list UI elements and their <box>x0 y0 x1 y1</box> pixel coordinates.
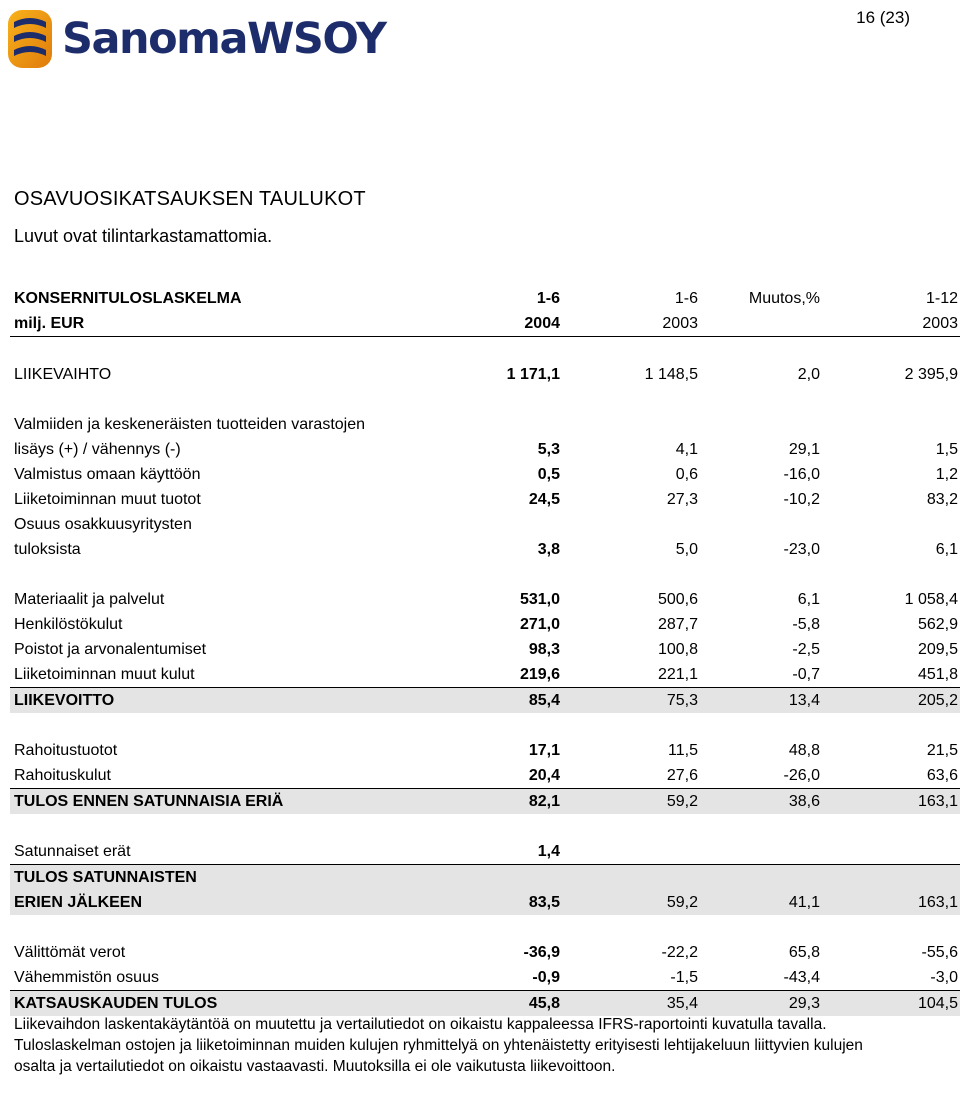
cell-value: 65,8 <box>788 944 820 961</box>
row-label: Rahoituskulut <box>14 767 111 784</box>
table-row <box>10 412 960 437</box>
cell-value: 85,4 <box>356 688 562 714</box>
cell-value: 219,6 <box>519 666 560 683</box>
col-period: 1-6 <box>536 290 560 307</box>
cell-value: 5,0 <box>675 541 698 558</box>
cell-value: 4,1 <box>675 441 698 458</box>
table-row-total <box>10 789 960 815</box>
income-statement-table <box>10 286 960 1016</box>
cell-value: -23,0 <box>783 541 820 558</box>
cell-value: -36,9 <box>523 944 560 961</box>
page-number: 16 (23) <box>856 8 910 27</box>
table-row <box>10 940 960 965</box>
cell-value: 27,6 <box>666 767 698 784</box>
cell-value: -5,8 <box>792 616 820 633</box>
row-label: Valmistus omaan käyttöön <box>14 466 201 483</box>
cell-value: -0,7 <box>792 666 820 683</box>
row-label: Välittömät verot <box>14 944 126 961</box>
cell-value: 6,1 <box>935 541 958 558</box>
cell-value: -10,2 <box>783 491 820 508</box>
cell-value: 35,4 <box>562 991 700 1017</box>
cell-value: 38,6 <box>700 789 822 815</box>
table-header-row <box>10 311 960 337</box>
cell-value: 11,5 <box>668 742 698 759</box>
cell-value: 2,0 <box>797 366 820 383</box>
cell-value: 1,4 <box>537 843 560 860</box>
row-label: Satunnaiset erät <box>14 843 131 860</box>
cell-value: 451,8 <box>917 666 958 683</box>
cell-value: 163,1 <box>822 789 960 815</box>
row-label: TULOS SATUNNAISTEN <box>10 865 960 891</box>
cell-value: -55,6 <box>921 944 958 961</box>
cell-value <box>562 839 700 865</box>
row-label: Liiketoiminnan muut kulut <box>14 666 195 683</box>
table-row <box>10 462 960 487</box>
table-row <box>10 587 960 612</box>
cell-value: -2,5 <box>792 641 820 658</box>
logo-wordmark: SanomaWSOY <box>62 13 386 64</box>
cell-value: -26,0 <box>783 767 820 784</box>
cell-value: 0,5 <box>537 466 560 483</box>
cell-value: 287,7 <box>657 616 698 633</box>
cell-value: 531,0 <box>519 591 560 608</box>
cell-value: 24,5 <box>528 491 560 508</box>
row-label: Vähemmistön osuus <box>14 969 159 986</box>
cell-value: 6,1 <box>797 591 820 608</box>
cell-value: 82,1 <box>356 789 562 815</box>
cell-value: -0,9 <box>532 969 560 986</box>
company-logo <box>6 6 386 72</box>
cell-value: 271,0 <box>519 616 560 633</box>
footnotes <box>14 1014 874 1077</box>
cell-value: 29,3 <box>700 991 822 1017</box>
cell-value: 1,2 <box>935 466 958 483</box>
table-row <box>10 437 960 462</box>
col-period: 1-6 <box>674 290 698 307</box>
table-row <box>10 839 960 865</box>
cell-value: 209,5 <box>917 641 958 658</box>
cell-value: 75,3 <box>562 688 700 714</box>
cell-value: 41,1 <box>700 890 822 915</box>
cell-value: -43,4 <box>783 969 820 986</box>
row-label: Rahoitustuotot <box>14 742 118 759</box>
cell-value: 500,6 <box>657 591 698 608</box>
cell-value <box>822 839 960 865</box>
table-row <box>10 537 960 562</box>
row-label: KATSAUSKAUDEN TULOS <box>10 991 356 1017</box>
cell-value: 59,2 <box>562 789 700 815</box>
logo-emblem-icon <box>6 8 54 70</box>
cell-value: 1,5 <box>935 441 958 458</box>
row-label: Henkilöstökulut <box>14 616 123 633</box>
cell-value: 21,5 <box>926 742 958 759</box>
col-year: 2003 <box>562 311 700 337</box>
col-period: Muutos,% <box>748 290 820 307</box>
row-label: tuloksista <box>14 541 81 558</box>
row-label: Liiketoiminnan muut tuotot <box>14 491 201 508</box>
row-label: Osuus osakkuusyritysten <box>14 516 192 533</box>
row-label: ERIEN JÄLKEEN <box>10 890 356 915</box>
row-label: TULOS ENNEN SATUNNAISIA ERIÄ <box>10 789 356 815</box>
table-row <box>10 612 960 637</box>
row-label: lisäys (+) / vähennys (-) <box>14 441 181 458</box>
cell-value: 100,8 <box>657 641 698 658</box>
cell-value: 562,9 <box>917 616 958 633</box>
cell-value: 163,1 <box>822 890 960 915</box>
table-row <box>10 965 960 991</box>
table-row <box>10 362 960 387</box>
table-row <box>10 512 960 537</box>
cell-value: 17,1 <box>528 742 560 759</box>
cell-value: 83,2 <box>926 491 958 508</box>
row-label: Valmiiden ja keskeneräisten tuotteiden varastojen <box>14 416 366 433</box>
footnote: Liikevaihdon laskentakäytäntöä on muutettu ja vertailutiedot on oikaistu kappaleessa IFRS-raportointi kuvatulla tavalla. <box>14 1016 827 1033</box>
col-year: 2003 <box>822 311 960 337</box>
cell-value: 1 148,5 <box>644 366 698 383</box>
footnote: Tuloslaskelman ostojen ja liiketoiminnan muiden kulujen ryhmittelyä on yhtenäistetty erityisesti lehtijakeluun liittyvien kulujen osalta ja vertailutiedot on oikaistu vastaavasti. Muutoksilla ei ole vaikutusta liikevoittoon. <box>14 1037 863 1075</box>
cell-value <box>700 839 822 865</box>
page-subtitle: Luvut ovat tilintarkastamattomia. <box>14 226 273 246</box>
col-year <box>700 311 822 337</box>
table-row-total <box>10 890 960 915</box>
cell-value: 83,5 <box>356 890 562 915</box>
table-heading: KONSERNITULOSLASKELMA <box>14 290 242 307</box>
table-row <box>10 487 960 512</box>
table-row-total <box>10 688 960 714</box>
cell-value: 27,3 <box>666 491 698 508</box>
row-label: Poistot ja arvonalentumiset <box>14 641 207 658</box>
cell-value: 63,6 <box>926 767 958 784</box>
cell-value: 5,3 <box>537 441 560 458</box>
table-row <box>10 637 960 662</box>
cell-value: 45,8 <box>356 991 562 1017</box>
table-header-row <box>10 286 960 311</box>
cell-value: 0,6 <box>675 466 698 483</box>
table-row-total <box>10 865 960 891</box>
table-row <box>10 662 960 688</box>
cell-value: 20,4 <box>528 767 560 784</box>
row-label: Materiaalit ja palvelut <box>14 591 165 608</box>
row-label: LIIKEVAIHTO <box>14 366 112 383</box>
cell-value: 221,1 <box>657 666 698 683</box>
cell-value: 98,3 <box>528 641 560 658</box>
page-title: OSAVUOSIKATSAUKSEN TAULUKOT <box>14 188 366 210</box>
cell-value: 1 058,4 <box>904 591 958 608</box>
cell-value: 48,8 <box>788 742 820 759</box>
cell-value: -16,0 <box>783 466 820 483</box>
unit-label: milj. EUR <box>10 311 356 337</box>
cell-value: 2 395,9 <box>904 366 958 383</box>
table-row-total <box>10 991 960 1017</box>
cell-value: -22,2 <box>661 944 698 961</box>
table-row <box>10 763 960 789</box>
cell-value: 1 171,1 <box>506 366 560 383</box>
col-year: 2004 <box>356 311 562 337</box>
cell-value: 104,5 <box>822 991 960 1017</box>
cell-value: -3,0 <box>930 969 958 986</box>
cell-value: 3,8 <box>537 541 560 558</box>
row-label: LIIKEVOITTO <box>10 688 356 714</box>
cell-value: 59,2 <box>562 890 700 915</box>
col-period: 1-12 <box>925 290 958 307</box>
cell-value: -1,5 <box>670 969 698 986</box>
cell-value: 13,4 <box>700 688 822 714</box>
cell-value: 29,1 <box>788 441 820 458</box>
cell-value: 205,2 <box>822 688 960 714</box>
table-row <box>10 738 960 763</box>
